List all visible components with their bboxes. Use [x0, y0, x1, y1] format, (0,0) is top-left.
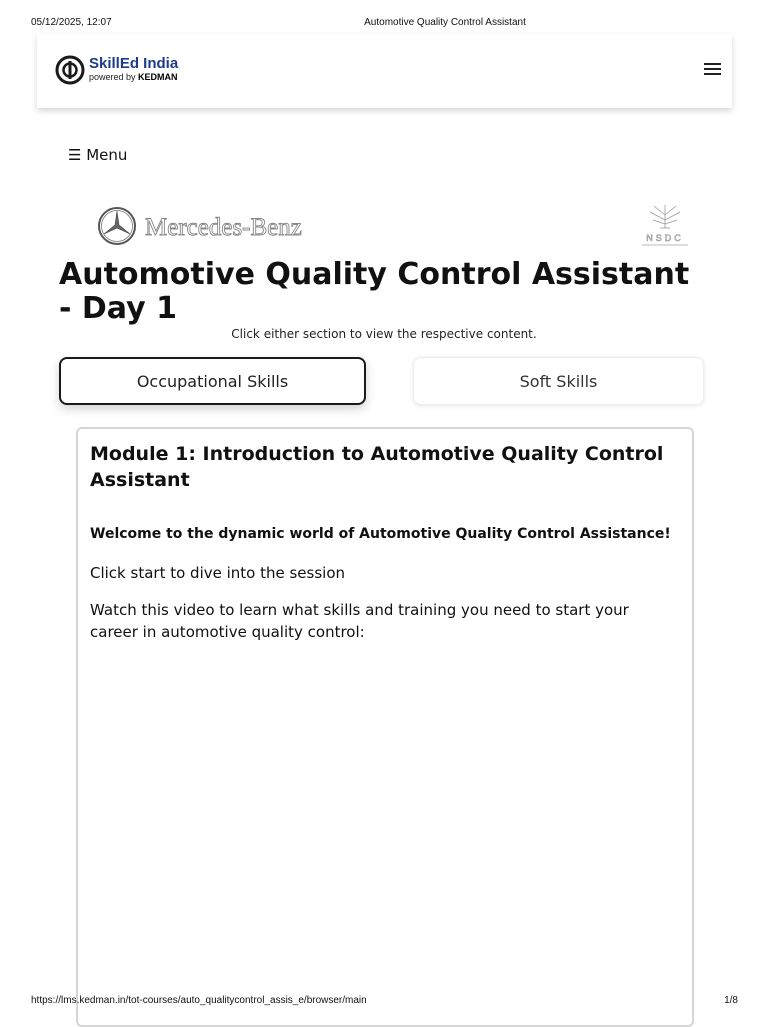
tab-occupational-skills[interactable]: Occupational Skills: [59, 357, 366, 405]
brand-powered-prefix: powered by: [89, 72, 139, 82]
mercedes-benz-logo: [98, 206, 328, 246]
brand-powered-company: KEDMAN: [138, 72, 178, 82]
module-video-intro-text: Watch this video to learn what skills and training you need to start your career in automotive quality control:: [90, 601, 629, 641]
print-page-indicator: 1/8: [724, 995, 738, 1006]
module-content-card: [76, 427, 694, 1027]
nsdc-logo: [636, 200, 694, 250]
top-navbar: [37, 34, 732, 108]
menu-toggle-button[interactable]: ☰ Menu: [68, 146, 128, 164]
skilled-india-logo-icon: [55, 55, 85, 85]
nsdc-wordmark: NSDC: [646, 233, 684, 243]
print-footer: [0, 994, 768, 1010]
module-welcome-text: Welcome to the dynamic world of Automotive Quality Control Assistance!: [90, 526, 671, 542]
nsdc-emblem-icon: [650, 205, 680, 228]
brand-tagline: [89, 72, 178, 82]
print-document-title: Automotive Quality Control Assistant: [364, 17, 526, 28]
tab-soft-skills[interactable]: Soft Skills: [413, 357, 704, 405]
hamburger-icon[interactable]: [704, 61, 722, 77]
section-instruction: Click either section to view the respective content.: [231, 327, 537, 341]
print-header: [0, 16, 768, 32]
module-start-text: Click start to dive into the session: [90, 564, 346, 582]
module-title: Module 1: Introduction to Automotive Quality Control Assistant: [90, 443, 664, 491]
page-title: Automotive Quality Control Assistant - Day 1: [59, 257, 690, 326]
print-url: https://lms.kedman.in/tot-courses/auto_qualitycontrol_assis_e/browser/main: [31, 995, 367, 1006]
mercedes-wordmark: Mercedes-Benz: [145, 214, 302, 241]
brand-logo[interactable]: [55, 55, 205, 85]
brand-name: SkillEd India: [89, 55, 179, 72]
mercedes-star-icon: [99, 208, 135, 244]
print-datetime: 05/12/2025, 12:07: [31, 17, 112, 28]
